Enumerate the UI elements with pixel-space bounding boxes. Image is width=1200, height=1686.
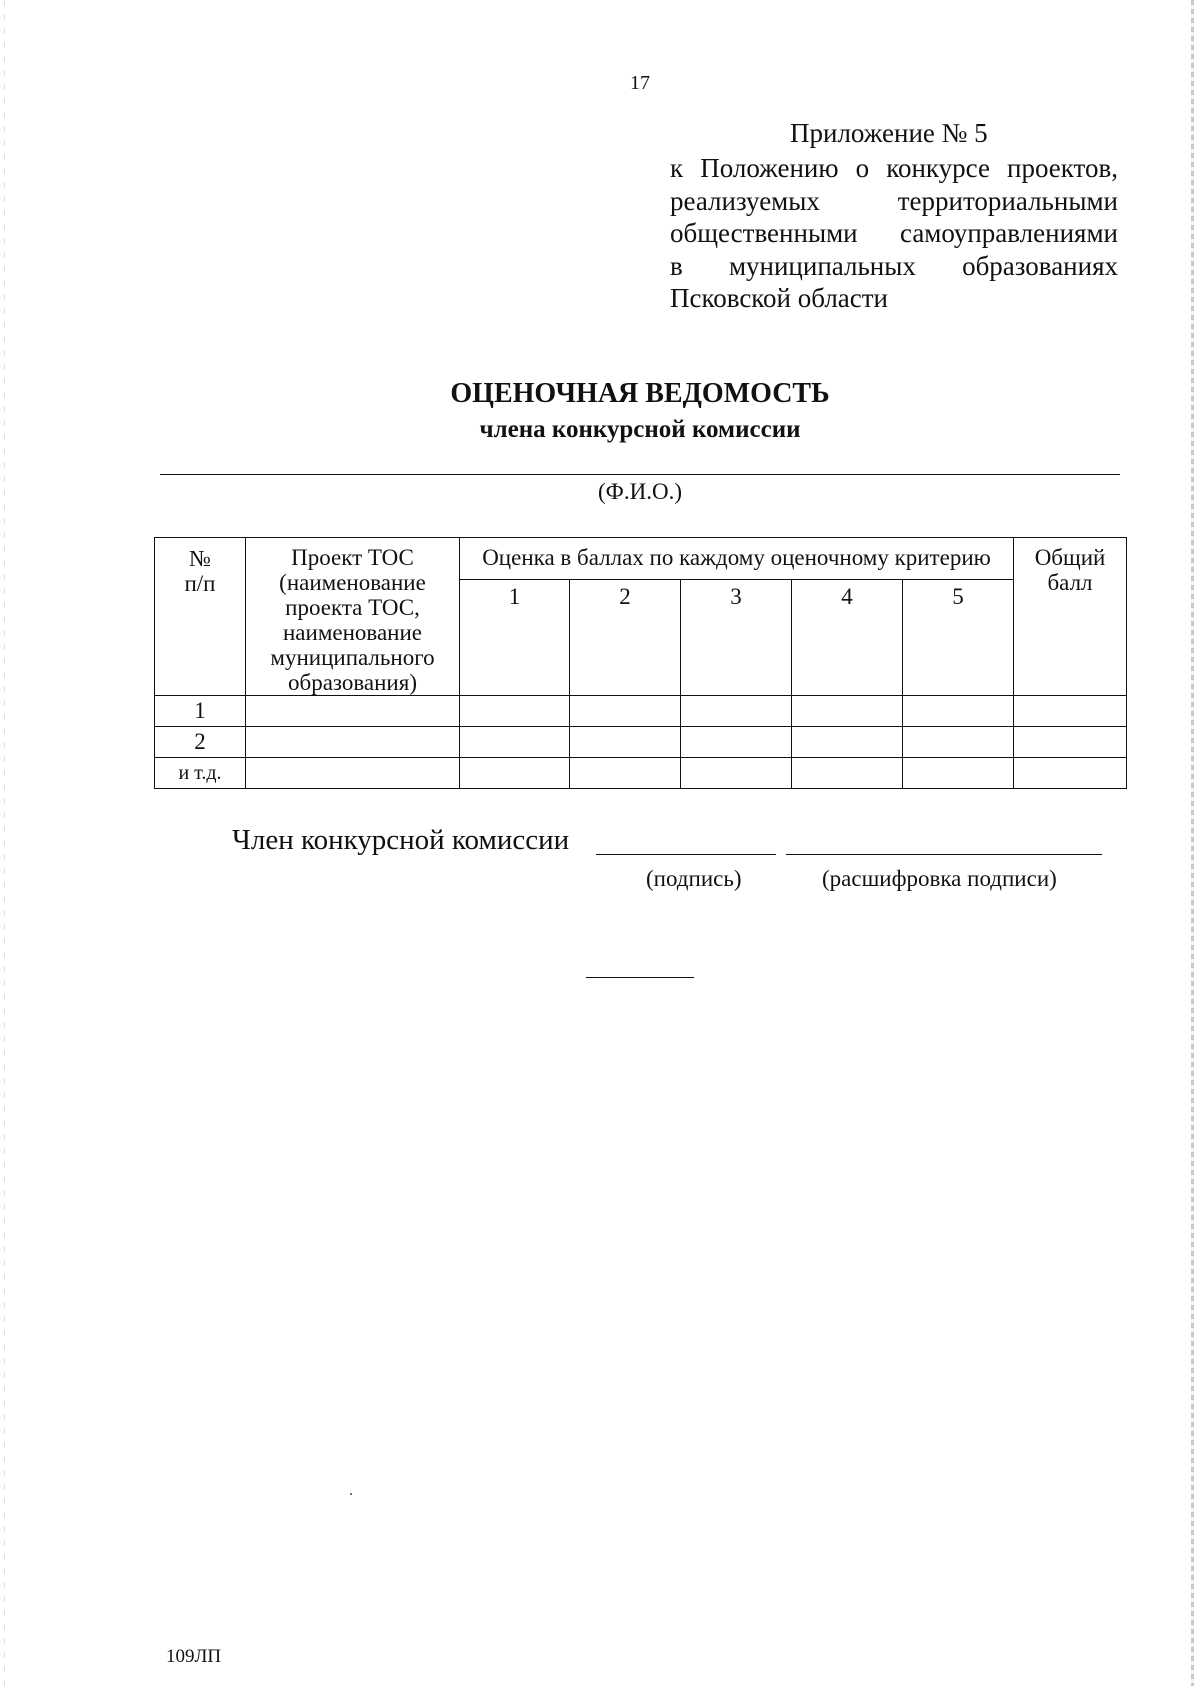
page-number: 17	[630, 72, 650, 94]
fio-caption: (Ф.И.О.)	[598, 479, 682, 504]
score-cell	[460, 727, 570, 758]
appendix-text	[670, 152, 1118, 315]
score-cell	[903, 758, 1014, 789]
scan-speck	[350, 1493, 352, 1495]
table-row	[155, 758, 1127, 789]
signature-decoding-caption: (расшифровка подписи)	[822, 866, 1057, 891]
header-criterion: 3	[681, 579, 792, 695]
score-cell	[681, 727, 792, 758]
score-cell	[570, 727, 681, 758]
table-row	[155, 696, 1127, 727]
document-code: 109ЛП	[166, 1646, 222, 1667]
signature-caption: (подпись)	[646, 866, 742, 891]
total-cell	[1014, 727, 1127, 758]
appendix-line: общественными самоуправлениями	[670, 218, 1118, 248]
header-total: Общий балл	[1014, 538, 1127, 696]
project-cell	[246, 727, 460, 758]
appendix-title: Приложение № 5	[790, 118, 988, 148]
header-score-group: Оценка в баллах по каждому оценочному критерию	[460, 538, 1014, 580]
total-cell	[1014, 758, 1127, 789]
header-criterion: 4	[792, 579, 903, 695]
score-cell	[681, 696, 792, 727]
score-cell	[792, 727, 903, 758]
table-row	[155, 727, 1127, 758]
header-criterion: 5	[903, 579, 1014, 695]
score-cell	[681, 758, 792, 789]
signature-decoding-line	[786, 854, 1102, 855]
project-cell	[246, 696, 460, 727]
score-cell	[570, 696, 681, 727]
header-criterion: 2	[570, 579, 681, 695]
score-cell	[792, 758, 903, 789]
document-title: ОЦЕНОЧНАЯ ВЕДОМОСТЬ	[450, 378, 830, 409]
row-label: 2	[155, 727, 246, 758]
score-table	[154, 537, 1127, 789]
header-criterion: 1	[460, 579, 570, 695]
score-cell	[903, 696, 1014, 727]
row-label: и т.д.	[155, 758, 246, 789]
end-separator-line	[586, 977, 694, 978]
row-label: 1	[155, 696, 246, 727]
score-cell	[792, 696, 903, 727]
signature-line	[596, 854, 776, 855]
score-cell	[570, 758, 681, 789]
score-cell	[903, 727, 1014, 758]
appendix-line: реализуемых территориальными	[670, 185, 1118, 216]
document-subtitle: члена конкурсной комиссии	[479, 416, 801, 443]
project-cell	[246, 758, 460, 789]
score-cell	[460, 696, 570, 727]
appendix-line: Псковской области	[670, 283, 889, 313]
signature-label: Член конкурсной комиссии	[232, 824, 570, 856]
score-cell	[460, 758, 570, 789]
scan-left-edge	[4, 0, 5, 1686]
fio-line	[160, 474, 1120, 475]
header-project: Проект ТОС (наименование проекта ТОС, наименование муниципального образования)	[246, 538, 460, 696]
appendix-line: к Положению о конкурсе проектов,	[670, 153, 1118, 183]
header-number: № п/п	[155, 538, 246, 696]
total-cell	[1014, 696, 1127, 727]
scan-right-edge	[1191, 0, 1194, 1686]
appendix-line: в муниципальных образованиях	[670, 250, 1118, 281]
